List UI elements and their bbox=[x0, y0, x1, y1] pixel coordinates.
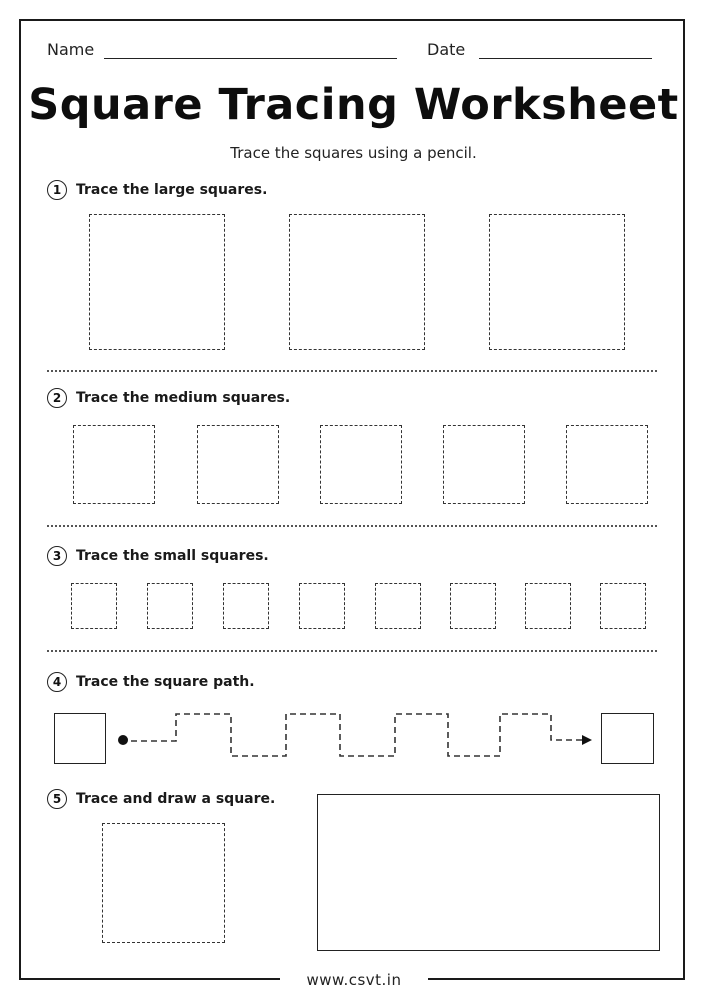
name-label: Name bbox=[47, 40, 95, 59]
page-subtitle: Trace the squares using a pencil. bbox=[230, 144, 477, 162]
trace-dashed-square bbox=[102, 823, 225, 943]
section-instruction: Trace and draw a square. bbox=[76, 791, 276, 807]
section-instruction: Trace the medium squares. bbox=[76, 390, 291, 406]
path-start-dot bbox=[118, 735, 128, 745]
date-label: Date bbox=[427, 40, 466, 59]
section-5-heading bbox=[47, 788, 275, 810]
section-instruction: Trace the small squares. bbox=[76, 548, 269, 564]
section-number-badge: 1 bbox=[47, 180, 67, 200]
section-instruction: Trace the square path. bbox=[76, 674, 255, 690]
section-number-badge: 3 bbox=[47, 546, 67, 566]
section-number-badge: 2 bbox=[47, 388, 67, 408]
section-instruction: Trace the large squares. bbox=[76, 182, 268, 198]
footer-url: www.csvt.in bbox=[280, 968, 428, 992]
dashed-path-line bbox=[131, 714, 585, 756]
section-number-badge: 4 bbox=[47, 672, 67, 692]
drawing-box[interactable] bbox=[317, 794, 660, 951]
section-number-badge: 5 bbox=[47, 789, 67, 809]
arrow-head-icon bbox=[582, 735, 592, 745]
page-title: Square Tracing Worksheet bbox=[28, 80, 679, 130]
